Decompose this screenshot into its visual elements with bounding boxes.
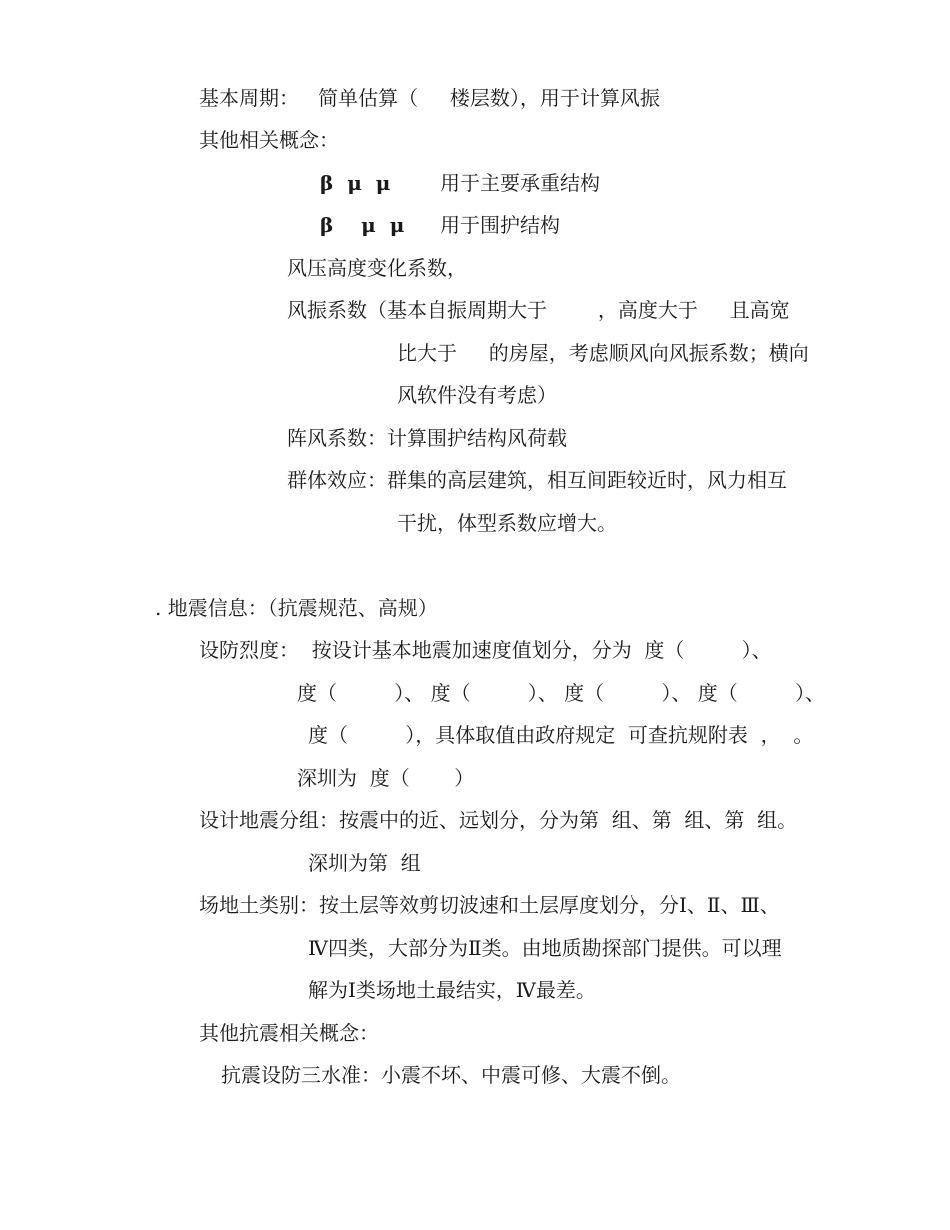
seismic-other-concepts: 其他抗震相关概念： — [199, 1021, 379, 1045]
formula-main-symbol: β μ μ — [320, 171, 391, 195]
group-effect-line2: 干扰，体型系数应增大。 — [397, 511, 617, 535]
group-effect-line1: 群体效应：群集的高层建筑，相互间距较近时，风力相互 — [287, 468, 787, 492]
basic-period-line: 基本周期： 简单估算（ 楼层数），用于计算风振 — [199, 86, 660, 110]
seismic-heading: . 地震信息：（抗震规范、高规） — [155, 596, 438, 620]
vibration-coef-line1: 风振系数（基本自振周期大于 ，高度大于 且高宽 — [287, 298, 790, 322]
other-concepts-heading: 其他相关概念： — [199, 128, 339, 152]
site-class-line3: 解为Ⅰ类场地土最结实，Ⅳ最差。 — [308, 978, 596, 1002]
height-coef-line: 风压高度变化系数， — [287, 256, 467, 280]
intensity-line2: 度（ ）、 度（ ）、 度（ ）、 度（ ）、 — [297, 681, 825, 705]
design-group-line1: 设计地震分组：按震中的近、远划分，分为第 组、第 组、第 组。 — [199, 808, 798, 832]
intensity-line3: 度（ ），具体取值由政府规定 可查抗规附表 ， 。 — [308, 723, 814, 747]
formula-main-desc: 用于主要承重结构 — [440, 171, 600, 195]
site-class-line2: Ⅳ四类，大部分为Ⅱ类。由地质勘探部门提供。可以理 — [308, 936, 782, 960]
vibration-coef-line2: 比大于 的房屋，考虑顺风向风振系数；横向 — [397, 341, 809, 365]
three-levels-line: 抗震设防三水准：小震不坏、中震可修、大震不倒。 — [221, 1063, 681, 1087]
intensity-line1: 设防烈度： 按设计基本地震加速度值划分，分为 度（ ）、 — [199, 638, 772, 662]
design-group-line2: 深圳为第 组 — [308, 851, 421, 875]
gust-coef-line: 阵风系数：计算围护结构风荷载 — [287, 426, 567, 450]
formula-enclosure-symbol: β μ μ — [320, 213, 405, 237]
formula-enclosure-desc: 用于围护结构 — [440, 213, 560, 237]
intensity-line4: 深圳为 度（ ） — [297, 766, 475, 790]
vibration-coef-line3: 风软件没有考虑） — [397, 383, 557, 407]
site-class-line1: 场地土类别：按土层等效剪切波速和土层厚度划分，分Ⅰ、Ⅱ、Ⅲ、 — [199, 893, 780, 917]
